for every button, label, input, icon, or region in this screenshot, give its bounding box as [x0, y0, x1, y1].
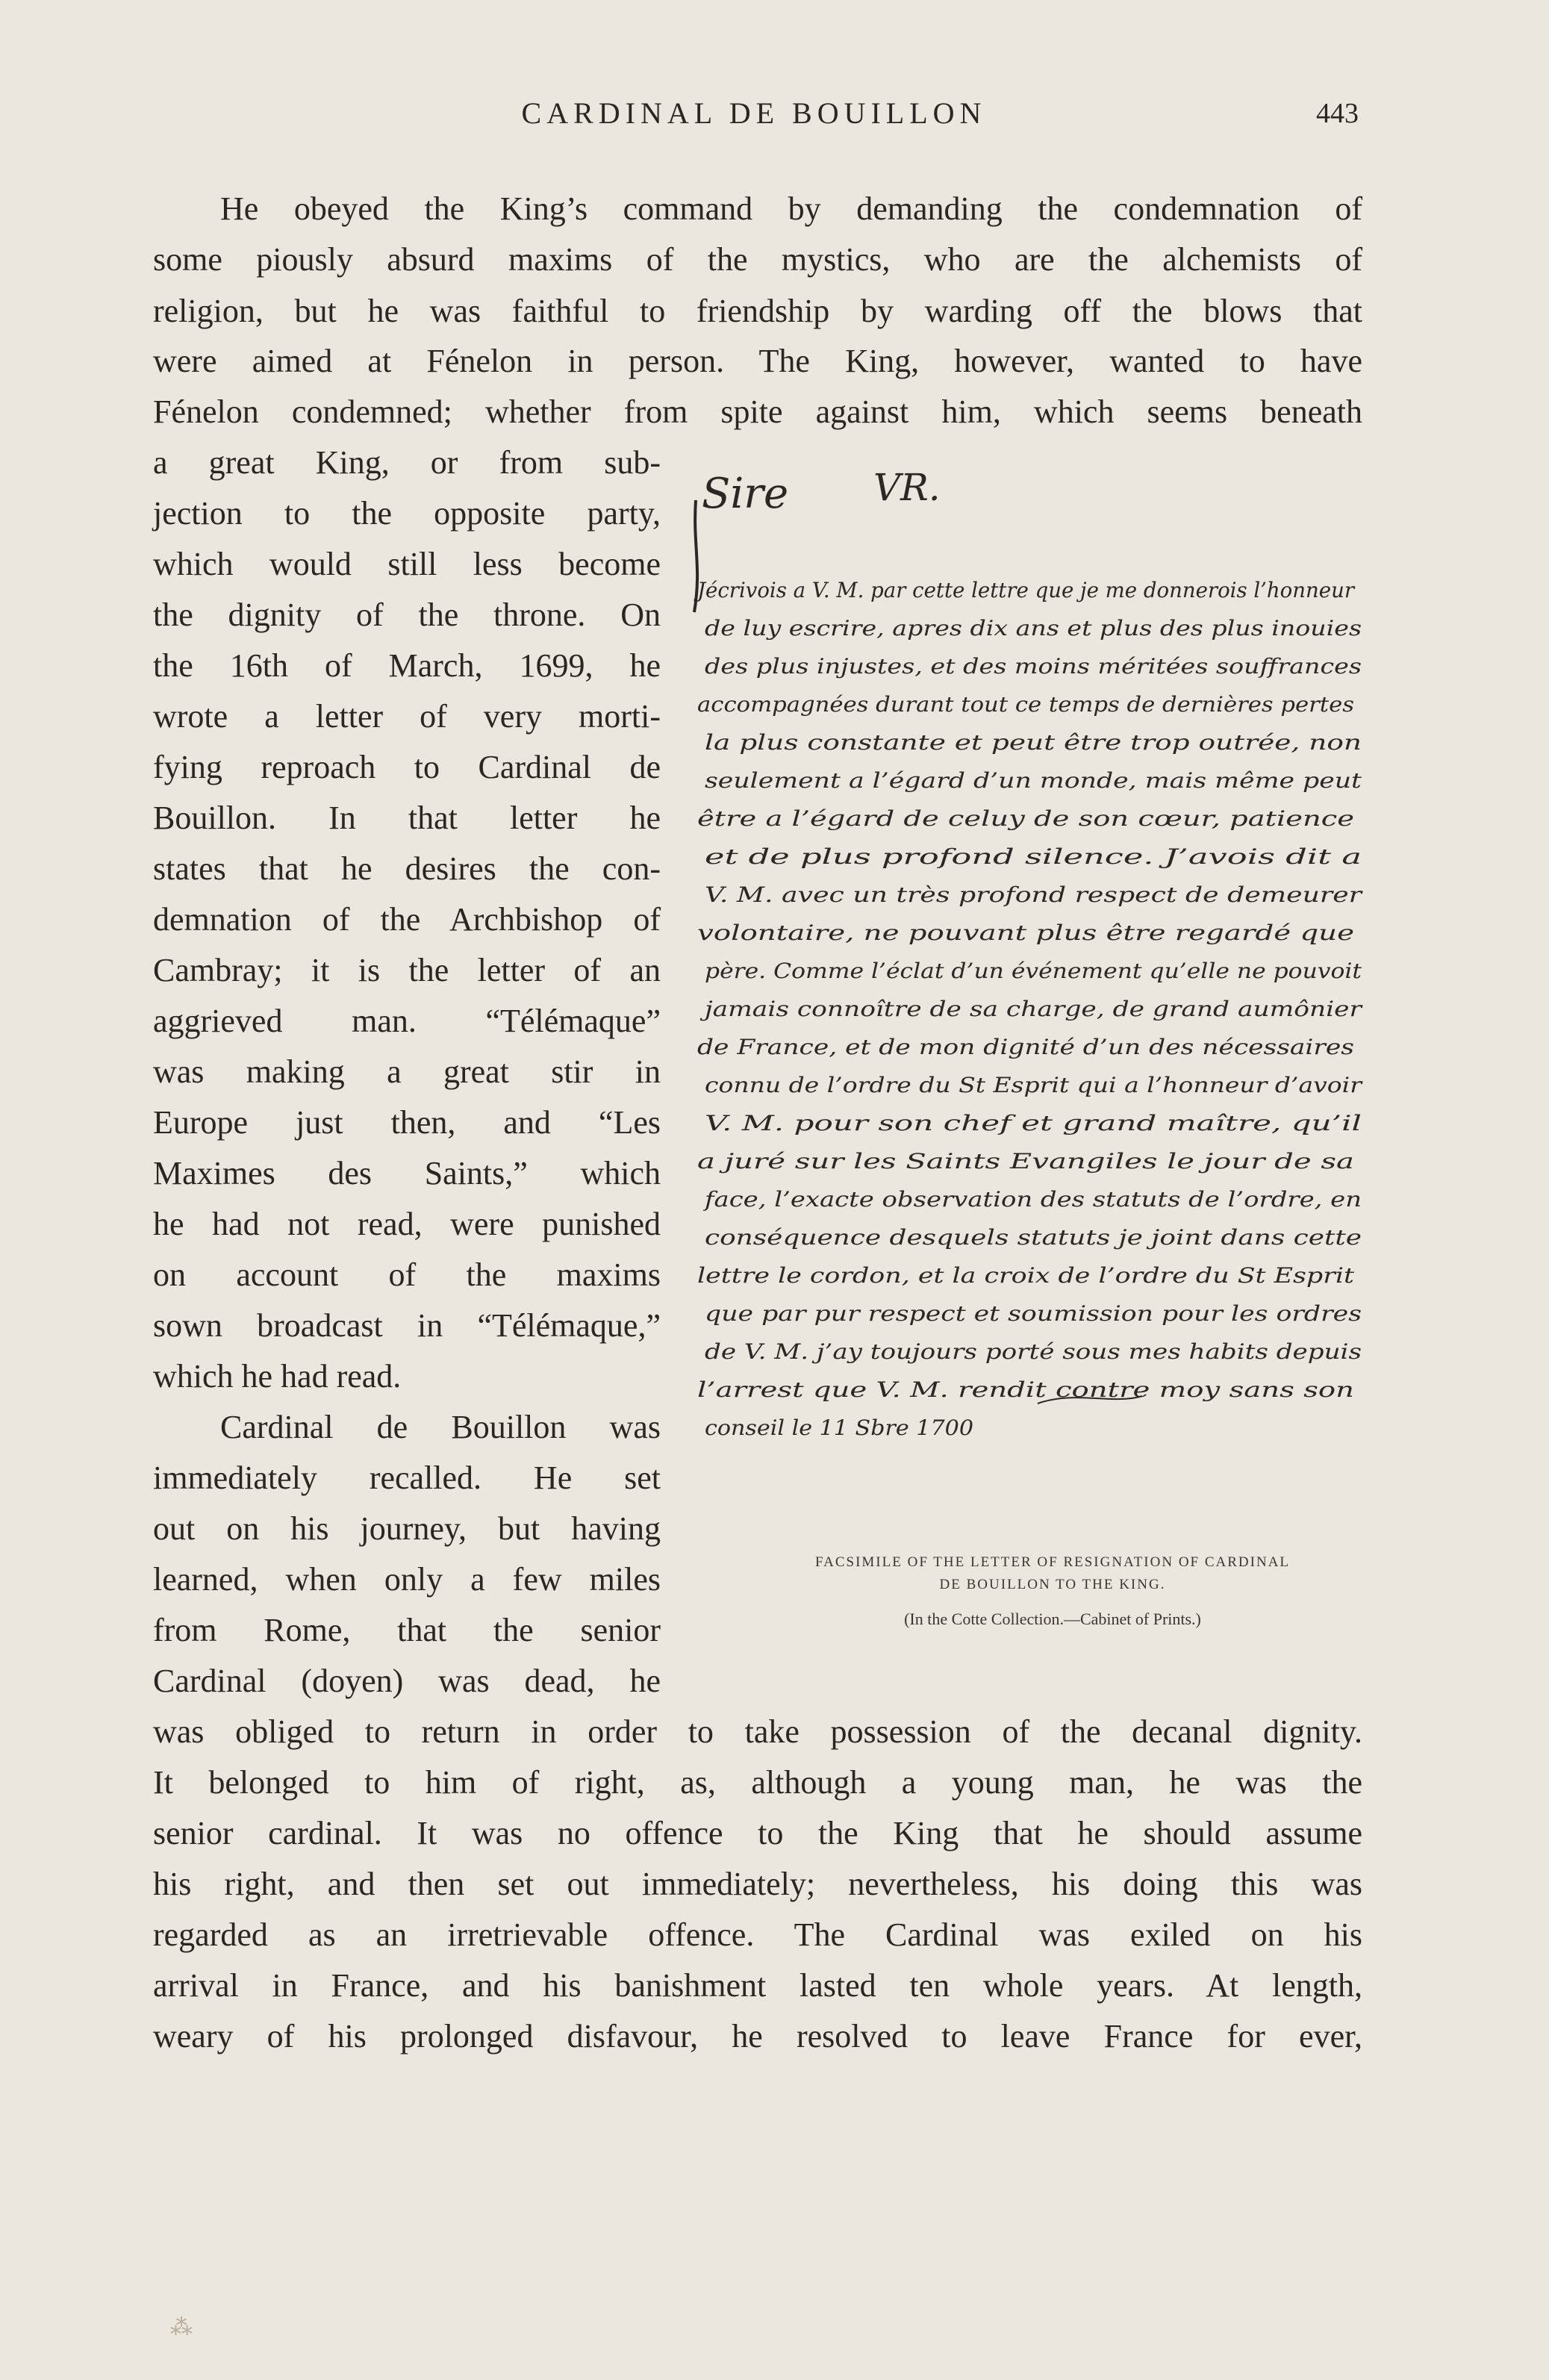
ink-speck: ⁂ — [170, 2315, 193, 2340]
letter-line: lettre le cordon, et la croix de l’ordre du St Esprit — [697, 1263, 1355, 1288]
page-number: 443 — [1316, 98, 1359, 129]
letter-line: être a l’égard de celuy de son cœur, patience — [697, 806, 1354, 831]
letter-line: V. M. pour son chef et grand maître, qu’il — [705, 1111, 1362, 1136]
text-line: senior cardinal. It was no offence to the King that he should assume — [153, 1815, 1362, 1851]
letter-line: connu de l’ordre du St Esprit qui a l’honneur d’avoir — [705, 1073, 1363, 1097]
text-line: immediately recalled. He set — [153, 1460, 661, 1496]
text-line: It belonged to him of right, as, although a young man, he was the — [153, 1764, 1362, 1801]
letter-line: de France, et de mon dignité d’un des nécessaires — [697, 1035, 1354, 1059]
text-line: regarded as an irretrievable offence. The Cardinal was exiled on his — [153, 1916, 1362, 1953]
text-line: Bouillon. In that letter he — [153, 800, 661, 836]
text-line: he had not read, were punished — [153, 1206, 661, 1242]
letter-line: a juré sur les Saints Evangiles le jour de sa — [697, 1149, 1354, 1174]
text-line: Cardinal (doyen) was dead, he — [153, 1663, 661, 1699]
text-line: from Rome, that the senior — [153, 1612, 661, 1648]
text-line: out on his journey, but having — [153, 1510, 661, 1547]
text-line: weary of his prolonged disfavour, he resolved to leave France for ever, — [153, 2018, 1362, 2055]
text-line: learned, when only a few miles — [153, 1561, 661, 1598]
letter-line: de luy escrire, apres dix ans et plus des plus inouies — [705, 616, 1362, 641]
text-line: Maximes des Saints,” which — [153, 1155, 661, 1191]
text-line: which would still less become — [153, 546, 661, 582]
running-head — [149, 96, 1359, 140]
letter-heading: Sire — [702, 470, 789, 518]
letter-line: et de plus profond silence. J’avois dit a — [705, 844, 1362, 869]
letter-line: jamais connoître de sa charge, de grand aumônier — [699, 997, 1363, 1021]
text-line: demnation of the Archbishop of — [153, 901, 661, 938]
caption-source: (In the Cotte Collection.—Cabinet of Prints.) — [904, 1610, 1201, 1628]
letter-line: de V. M. j’ay toujours porté sous mes habits depuis — [705, 1339, 1362, 1364]
letter-line: Jécrivois a V. M. par cette lettre que je me donnerois l’honneur — [694, 578, 1356, 602]
text-line: sown broadcast in “Télémaque,” — [153, 1307, 661, 1344]
text-line: wrote a letter of very morti- — [153, 698, 661, 735]
letter-line: conseil le 11 Sbre 1700 — [705, 1415, 973, 1440]
text-line: was making a great stir in — [153, 1053, 661, 1090]
letter-line: V. M. avec un très profond respect de demeurer — [705, 882, 1364, 907]
text-line: was obliged to return in order to take possession of the decanal dignity. — [153, 1713, 1362, 1750]
text-line: fying reproach to Cardinal de — [153, 749, 661, 785]
text-line: religion, but he was faithful to friendship by warding off the blows that — [153, 293, 1362, 329]
text-line: some piously absurd maxims of the mystics, who are the alchemists of — [153, 241, 1362, 278]
letter-line: l’arrest que V. M. rendit contre moy sans son — [697, 1377, 1354, 1402]
handwritten-letter-facsimile — [687, 440, 1381, 1568]
text-line: jection to the opposite party, — [153, 495, 661, 532]
text-line: on account of the maxims — [153, 1256, 661, 1293]
letter-line: que par pur respect et soumission pour les ordres — [705, 1301, 1362, 1326]
letter-line: conséquence desquels statuts je joint dans cette — [705, 1225, 1362, 1250]
text-line: aggrieved man. “Télémaque” — [153, 1003, 661, 1039]
text-line: the 16th of March, 1699, he — [153, 647, 661, 684]
text-line: a great King, or from sub- — [153, 444, 661, 481]
caption-line-2: DE BOUILLON TO THE KING. — [939, 1577, 1166, 1592]
text-line: were aimed at Fénelon in person. The King, however, wanted to have — [153, 343, 1362, 379]
letter-line: accompagnées durant tout ce temps de dernières pertes — [697, 692, 1354, 717]
letter-mark: VR. — [873, 466, 941, 509]
letter-line: seulement a l’égard d’un monde, mais même peut — [705, 768, 1362, 793]
running-title: CARDINAL DE BOUILLON — [521, 96, 987, 130]
letter-line: la plus constante et peut être trop outrée, non — [705, 730, 1362, 755]
text-line: which he had read. — [153, 1358, 402, 1395]
text-line: the dignity of the throne. On — [153, 596, 661, 633]
text-line: Europe just then, and “Les — [153, 1104, 661, 1141]
letter-line: volontaire, ne pouvant plus être regardé que — [697, 920, 1354, 945]
letter-line: face, l’exacte observation des statuts de l’ordre, en — [702, 1187, 1362, 1212]
text-line: states that he desires the con- — [153, 850, 661, 887]
letter-line: père. Comme l’éclat d’un événement qu’elle ne pouvoit — [705, 959, 1362, 983]
text-line: his right, and then set out immediately; nevertheless, his doing this was — [153, 1866, 1362, 1902]
text-line: Fénelon condemned; whether from spite against him, which seems beneath — [153, 393, 1362, 430]
text-line: arrival in France, and his banishment lasted ten whole years. At length, — [153, 1967, 1362, 2004]
letter-line: des plus injustes, et des moins méritées souffrances — [705, 654, 1362, 679]
facsimile-figure — [687, 440, 1381, 1508]
caption-line-1: FACSIMILE OF THE LETTER OF RESIGNATION OF CARDINAL — [814, 1554, 1291, 1570]
text-line: He obeyed the King’s command by demanding the condemnation of — [220, 190, 1362, 227]
text-line: Cambray; it is the letter of an — [153, 952, 661, 988]
text-line: Cardinal de Bouillon was — [220, 1409, 661, 1445]
